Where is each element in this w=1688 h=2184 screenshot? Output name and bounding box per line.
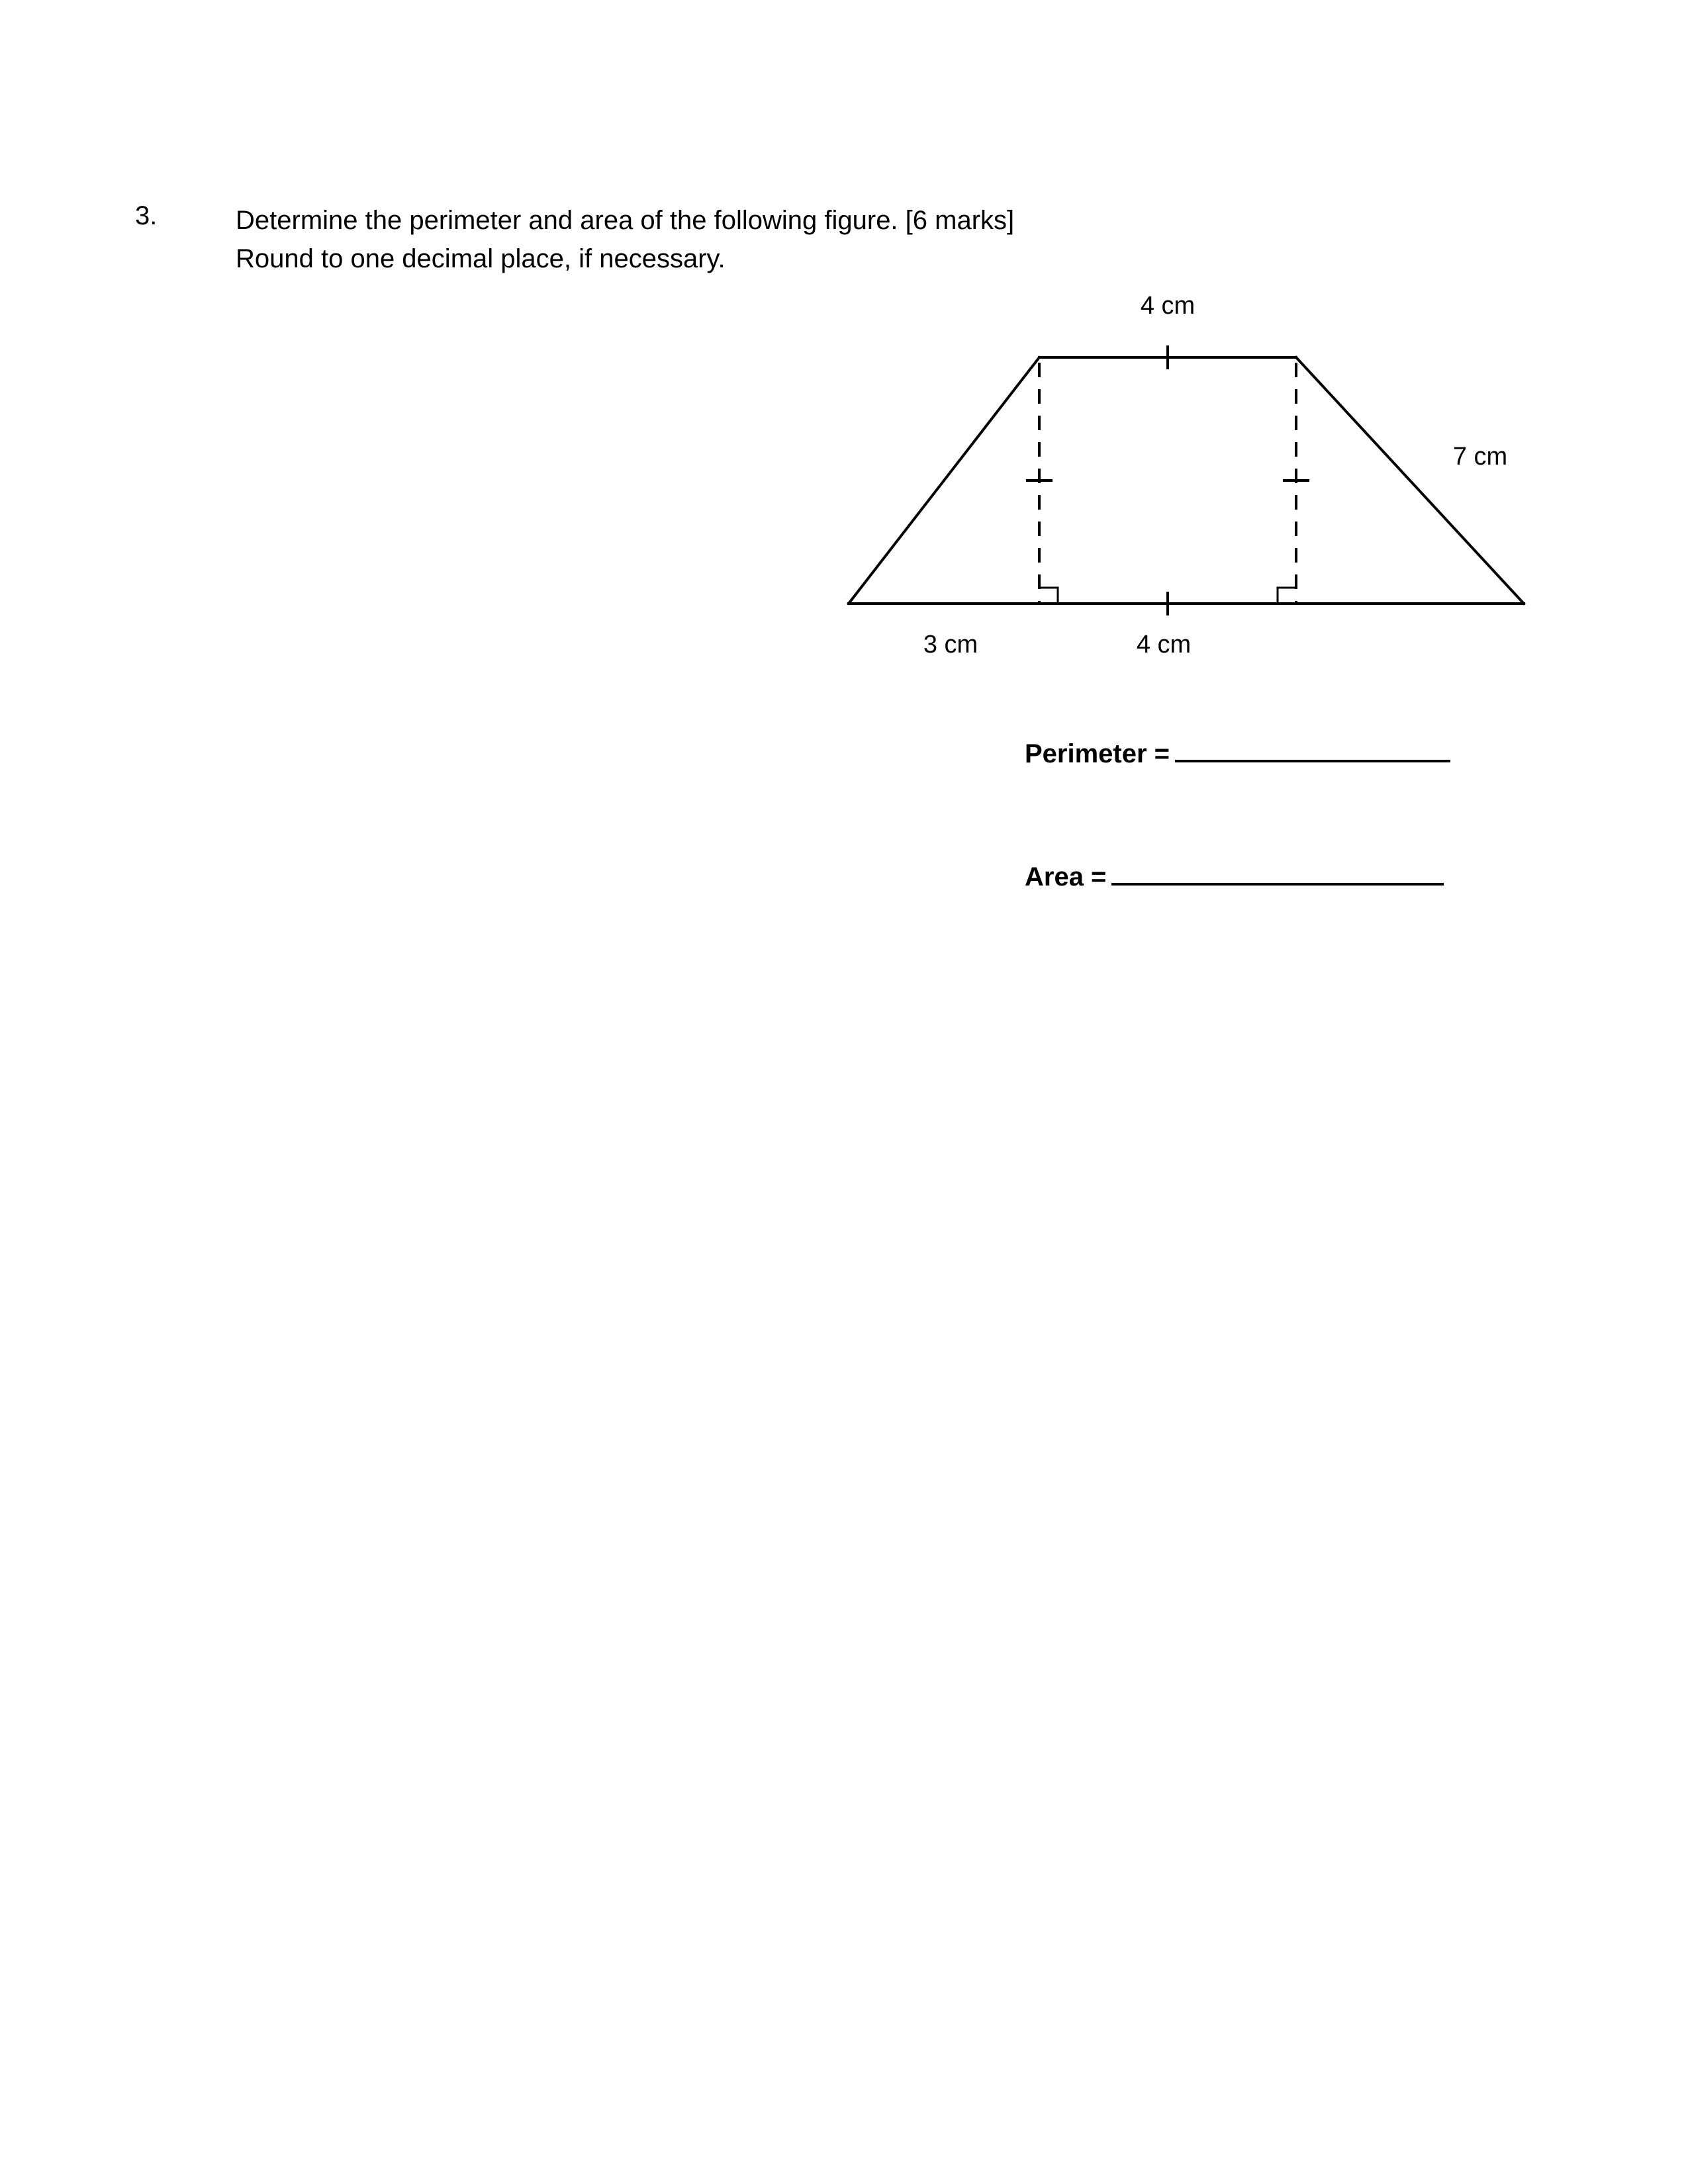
question-number: 3. [135,201,158,230]
middle-segment-label: 4 cm [1136,631,1192,659]
right-right-angle-mark [1278,588,1295,604]
top-side-label: 4 cm [1140,292,1196,320]
question-instruction: Determine the perimeter and area of the following figure. [6 marks] [236,206,1015,235]
trapezoid-left-side [849,357,1039,604]
question-rounding-note: Round to one decimal place, if necessary. [236,244,726,273]
area-answer [1025,856,1444,892]
left-right-angle-mark [1041,588,1058,604]
area-blank[interactable] [1111,856,1444,886]
perimeter-label: Perimeter = [1025,739,1170,768]
slant-side-label: 7 cm [1452,443,1508,471]
left-segment-label: 3 cm [923,631,978,659]
perimeter-blank[interactable] [1175,733,1450,762]
perimeter-answer [1025,733,1450,769]
area-label: Area = [1025,862,1107,891]
trapezoid-right-side [1296,357,1524,604]
